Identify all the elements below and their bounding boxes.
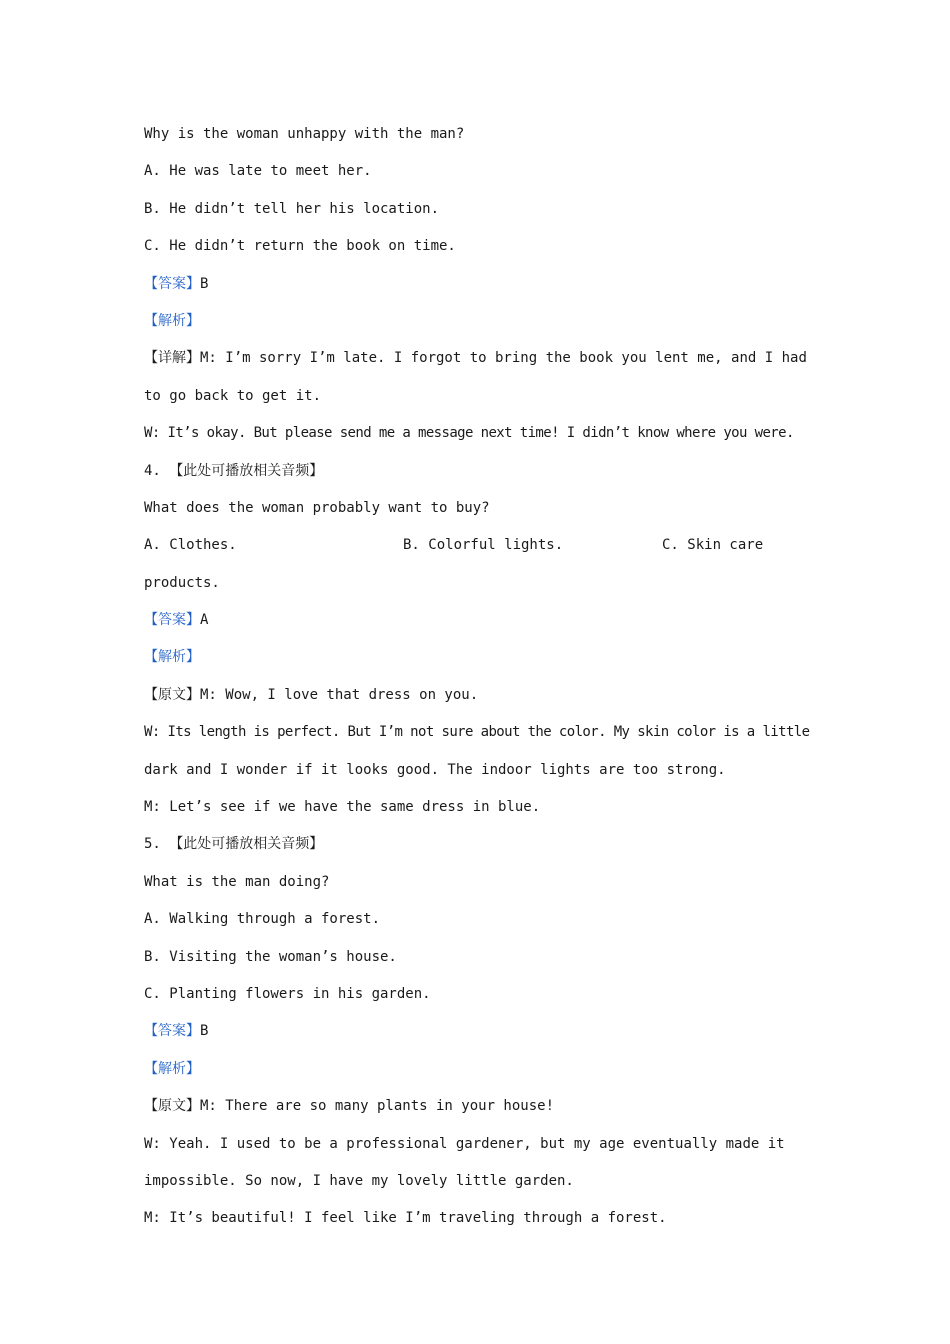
answer-tag: 【答案】 — [144, 612, 200, 629]
analysis-tag: 【解析】 — [144, 312, 200, 329]
transcript-line: to go back to get it. — [144, 387, 322, 404]
transcript-line: W: It’s okay. But please send me a message next time! I didn’t know where you were. — [144, 425, 794, 442]
analysis-tag-line — [144, 305, 810, 342]
original-tag: 【原文】 — [144, 1098, 200, 1115]
analysis-tag: 【解析】 — [144, 1060, 200, 1077]
transcript-line: M: Let’s see if we have the same dress in blue. — [144, 799, 541, 816]
transcript-line: 【原文】M: There are so many plants in your house! — [144, 1098, 555, 1115]
question-4-stem: What does the woman probably want to buy? — [144, 499, 490, 516]
answer-line: 【答案】B — [144, 1023, 209, 1040]
analysis-tag-line — [144, 641, 810, 678]
question-5-stem: What is the man doing? — [144, 873, 330, 890]
answer-tag: 【答案】 — [144, 1023, 200, 1040]
option-b: B. He didn’t tell her his location. — [144, 200, 440, 217]
options-row — [144, 529, 810, 566]
analysis-tag: 【解析】 — [144, 649, 200, 666]
question-4-number: 4. 【此处可播放相关音频】 — [144, 462, 324, 479]
transcript-line: 【原文】M: Wow, I love that dress on you. — [144, 686, 479, 703]
option-a: A. Walking through a forest. — [144, 911, 381, 928]
option-c: C. Skin care — [662, 537, 764, 554]
option-b: B. Visiting the woman’s house. — [144, 948, 397, 965]
question-5-number: 5. 【此处可播放相关音频】 — [144, 836, 324, 853]
answer-line: 【答案】A — [144, 612, 209, 629]
transcript-line: dark and I wonder if it looks good. The indoor lights are too strong. — [144, 761, 726, 778]
question-3-stem: Why is the woman unhappy with the man? — [144, 126, 465, 142]
transcript-line: W: Yeah. I used to be a professional gardener, but my age eventually made it — [144, 1135, 785, 1152]
option-b: B. Colorful lights. — [403, 537, 564, 554]
option-a: A. He was late to meet her. — [144, 163, 372, 180]
option-c: C. He didn’t return the book on time. — [144, 238, 456, 255]
option-a: A. Clothes. — [144, 537, 237, 554]
answer-tag: 【答案】 — [144, 275, 200, 292]
detail-tag: 【详解】 — [144, 350, 200, 367]
transcript-line: W: Its length is perfect. But I’m not sure about the color. My skin color is a little — [144, 724, 810, 741]
transcript-line: M: It’s beautiful! I feel like I’m traveling through a forest. — [144, 1210, 667, 1227]
analysis-tag-line — [144, 1053, 810, 1090]
answer-line: 【答案】B — [144, 275, 209, 292]
option-c-continued: products. — [144, 574, 220, 591]
document-page — [144, 118, 810, 1240]
option-c: C. Planting flowers in his garden. — [144, 985, 431, 1002]
original-tag: 【原文】 — [144, 686, 200, 703]
detail-line: 【详解】M: I’m sorry I’m late. I forgot to bring the book you lent me, and I had — [144, 350, 807, 367]
transcript-line: impossible. So now, I have my lovely little garden. — [144, 1172, 574, 1189]
